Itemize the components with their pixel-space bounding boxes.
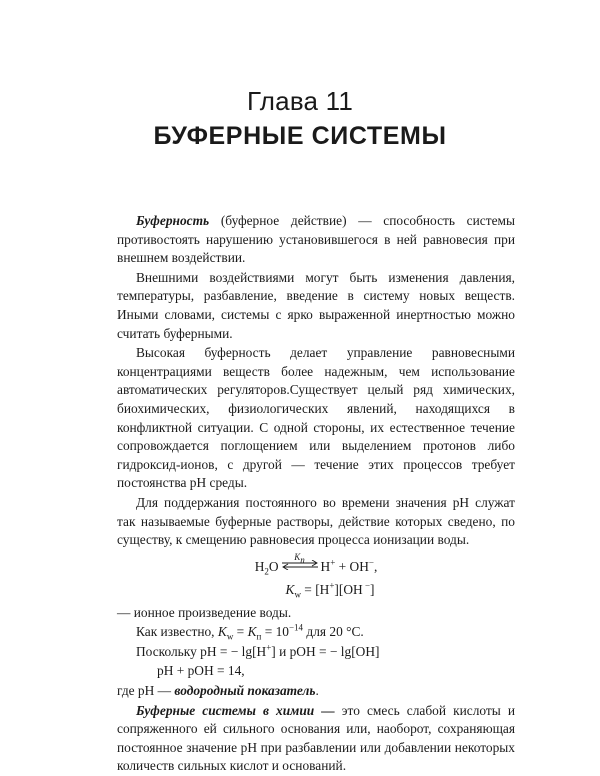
paragraph-high-buffering: Высокая буферность делает управление равновесными концентрациями веществ более надежным, чем использование автоматических регуляторов.Существует целый ряд химических, биохимических, физиологических явлений, находящихся в конфликтной ситуации. С одной стороны, их естественное течение сопровождается поглощением или выделением протонов либо гидроксид-ионов, с другой — течение этих процессов требует постоянства pH среды. [117, 345, 515, 491]
ph-term-line: где pH — водородный показатель. [117, 683, 319, 699]
paragraph-definition [117, 212, 515, 268]
term-hydrogen-index: водородный показатель [174, 683, 316, 699]
equilibrium-arrow-icon: $K_п$ [281, 558, 319, 572]
ph-sum-equation: pH + pOH = 14, [157, 663, 245, 679]
formula-kw: $K_w = [H^+][OH$ −] [285, 580, 375, 600]
term-buffering: Буферность [136, 213, 210, 228]
known-value-line: Как известно, $K_w = K_п = 10^{-14}$ для 20 °C. [136, 622, 364, 642]
water-ionization-formula [117, 551, 515, 601]
chapter-number: Глава 11 [246, 86, 354, 116]
formula-equilibrium: $H_2O$ $K_п$ H+ + OH−, [254, 551, 378, 577]
paragraph-buffer-systems: Буферные системы в химии — это смесь слабой кислоты и сопряженного ей сильного основания или, наоборот, сохраняющая постоянное значение pH при разбавлении или добавлении некоторых количеств сильных кислот и оснований. [117, 702, 515, 774]
term-buffer-systems: Буферные системы в химии — [136, 702, 335, 718]
body-text [117, 212, 515, 776]
ph-definition-line: Поскольку pH = − lg[H+] и pOH = − lg[OH] [136, 642, 380, 659]
paragraph-buffer-solutions: Для поддержания постоянного во времени значения pH служат так называемые буферные растворы, действие которых сведено, по существу, к смещению равновесия процесса ионизации воды. [117, 494, 515, 548]
definition-text: (буферное действие) — способность системы противостоять нарушению установившегося в ней равновесия при внешнем воздействии. [117, 213, 515, 266]
chapter-title: БУФЕРНЫЕ СИСТЕМЫ [153, 122, 447, 150]
ionic-product-line: — ионное произведение воды. [117, 604, 292, 620]
paragraph-external-effects: Внешними воздействиями могут быть изменения давления, температуры, разбавление, введение в систему новых веществ. Иными словами, системы с ярко выраженной инертностью можно считать буферными. [117, 269, 515, 341]
